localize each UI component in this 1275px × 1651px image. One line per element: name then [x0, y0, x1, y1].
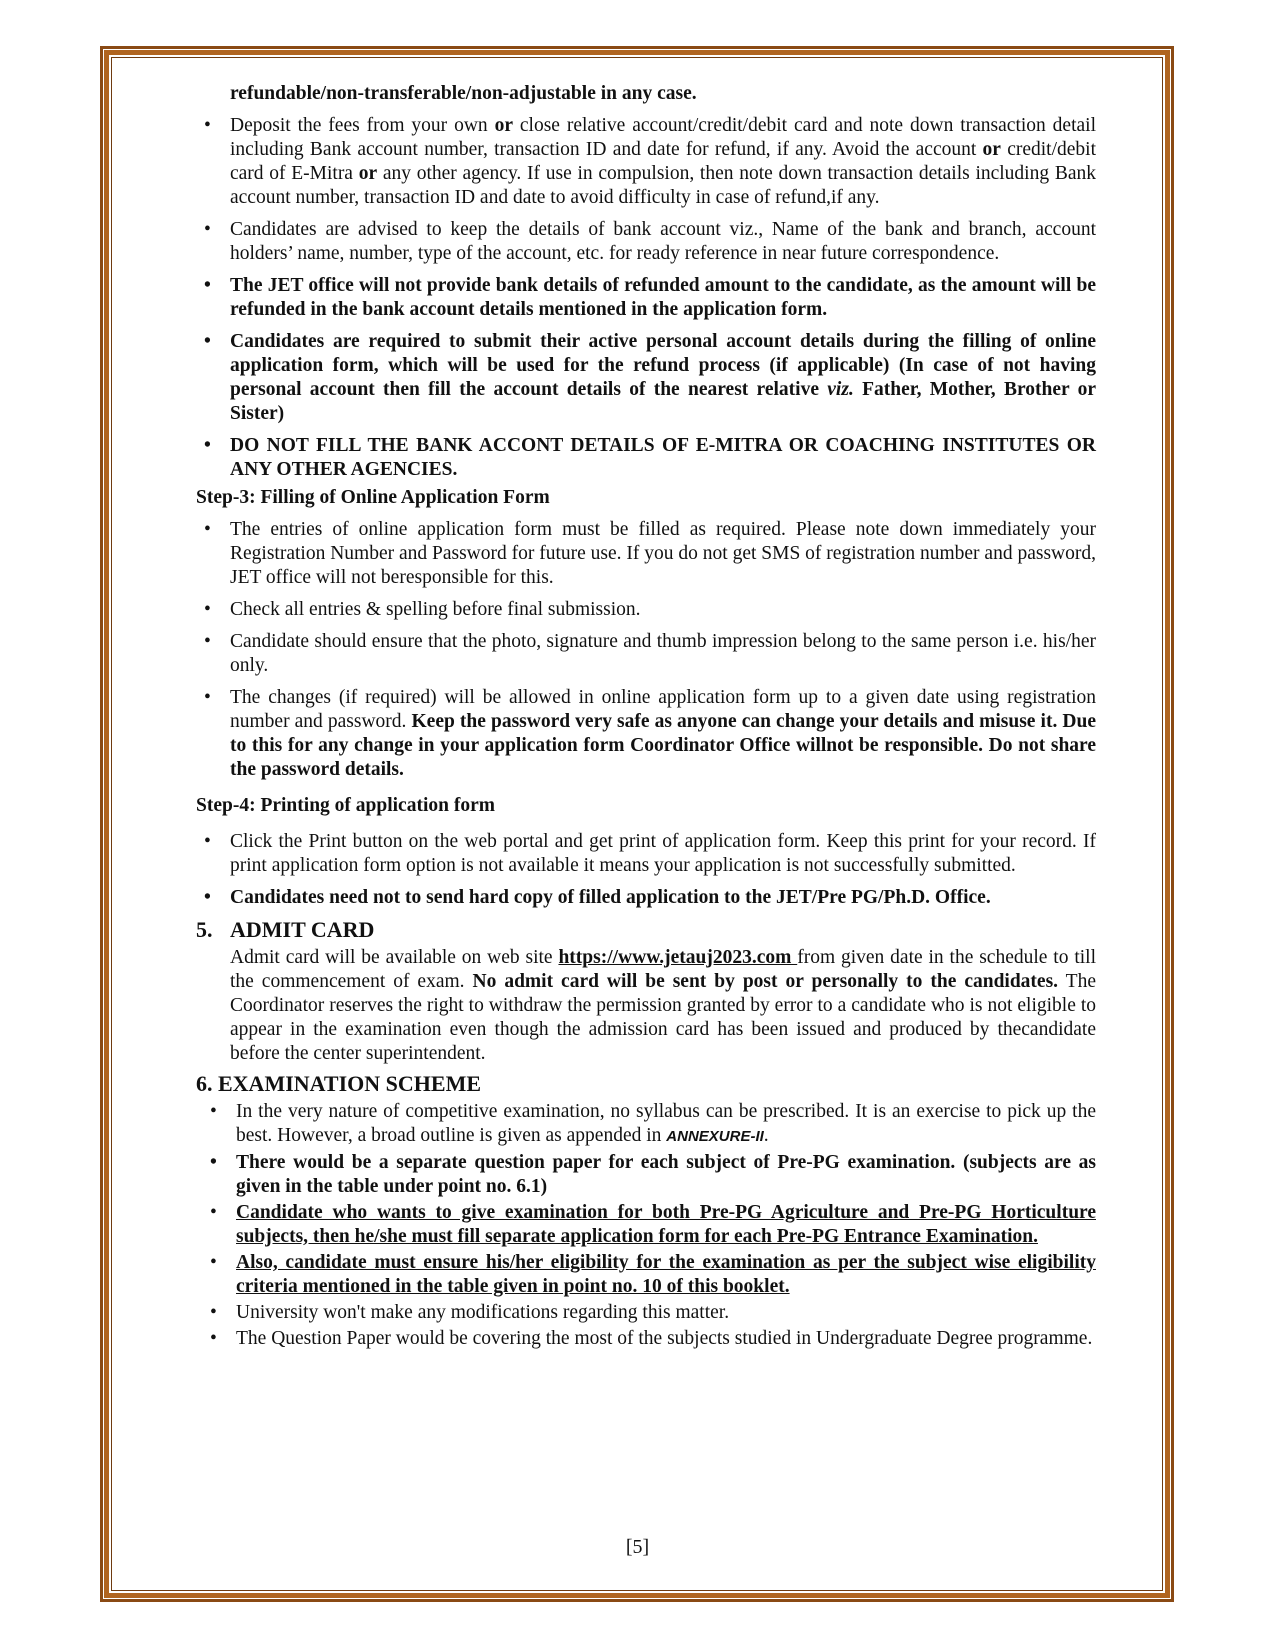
list-item: • The JET office will not provide bank details of refunded amount to the candidate, as the amount will be refunded in the bank account details mentioned in the application form. — [196, 274, 1096, 322]
step4-heading: Step-4: Printing of application form — [196, 795, 495, 816]
list-item: • University won't make any modifications regarding this matter. — [196, 1301, 1096, 1325]
admit-card-paragraph: Admit card will be available on web site https://www.jetauj2023.com from given date in the schedule to till the commencement of exam. No admit card will be sent by post or personally to the candidates. The Coordinator reserves the right to withdraw the permission granted by error to a candidate who is not eligible to appear in the examination even though the admission card has been issued and produced by thecandidate before the center superintendent. — [230, 947, 1096, 1064]
list-item: • Check all entries & spelling before final submission. — [196, 598, 1096, 622]
list-item: • Candidates need not to send hard copy of filled application to the JET/Pre PG/Ph.D. Office. — [196, 886, 1096, 910]
list-item: • Candidates are required to submit their active personal account details during the filling of online application form, which will be used for the refund process (if applicable) (In case of not having personal account then fill the account details of the nearest relative viz. Father, Mother, Brother or Sister) — [196, 330, 1096, 426]
list-item: • Candidate who wants to give examination for both Pre-PG Agriculture and Pre-PG Horticulture subjects, then he/she must fill separate application form for each Pre-PG Entrance Examination. — [196, 1201, 1096, 1249]
document-body — [196, 82, 1096, 1353]
page-number: [5] — [625, 1536, 650, 1558]
list-item: • In the very nature of competitive examination, no syllabus can be prescribed. It is an exercise to pick up the best. However, a broad outline is given as appended in ANNEXURE-II. — [196, 1100, 1096, 1149]
examination-scheme-heading: 6. EXAMINATION SCHEME — [196, 1071, 482, 1096]
list-item: • Click the Print button on the web portal and get print of application form. Keep this print for your record. If print application form option is not available it means your application is not successfully submitted. — [196, 830, 1096, 878]
website-link[interactable]: https://www.jetauj2023.com — [558, 947, 798, 968]
list-item: • Deposit the fees from your own or close relative account/credit/debit card and note down transaction detail including Bank account number, transaction ID and date for refund, if any. Avoid the account or credit/debit card of E-Mitra or any other agency. If use in compulsion, then note down transaction details including Bank account number, transaction ID and date to avoid difficulty in case of refund,if any. — [196, 114, 1096, 210]
list-item: • Candidate should ensure that the photo, signature and thumb impression belong to the same person i.e. his/her only. — [196, 630, 1096, 678]
list-item: • The changes (if required) will be allowed in online application form up to a given date using registration number and password. Keep the password very safe as anyone can change your details and misuse it. Due to this for any change in your application form Coordinator Office willnot be responsible. Do not share the password details. — [196, 686, 1096, 782]
step3-heading: Step-3: Filling of Online Application Form — [196, 487, 550, 508]
fee-bullet-list — [196, 114, 1096, 482]
admit-card-heading: 5. ADMIT CARD — [196, 917, 375, 942]
list-item: • There would be a separate question paper for each subject of Pre-PG examination. (subjects are as given in the table under point no. 6.1) — [196, 1151, 1096, 1199]
lead-line: refundable/non-transferable/non-adjustable in any case. — [230, 83, 697, 104]
step4-list — [196, 830, 1096, 910]
list-item: • The Question Paper would be covering the most of the subjects studied in Undergraduate Degree programme. — [196, 1327, 1096, 1351]
list-item: • The entries of online application form must be filled as required. Please note down immediately your Registration Number and Password for future use. If you do not get SMS of registration number and password, JET office will not beresponsible for this. — [196, 518, 1096, 590]
step3-list — [196, 518, 1096, 782]
exam-scheme-list — [196, 1100, 1096, 1351]
list-item: • Candidates are advised to keep the details of bank account viz., Name of the bank and branch, account holders’ name, number, type of the account, etc. for ready reference in near future correspondence. — [196, 218, 1096, 266]
list-item: • DO NOT FILL THE BANK ACCONT DETAILS OF E-MITRA OR COACHING INSTITUTES OR ANY OTHER AGENCIES. — [196, 434, 1096, 482]
list-item: • Also, candidate must ensure his/her eligibility for the examination as per the subject wise eligibility criteria mentioned in the table given in point no. 10 of this booklet. — [196, 1251, 1096, 1299]
